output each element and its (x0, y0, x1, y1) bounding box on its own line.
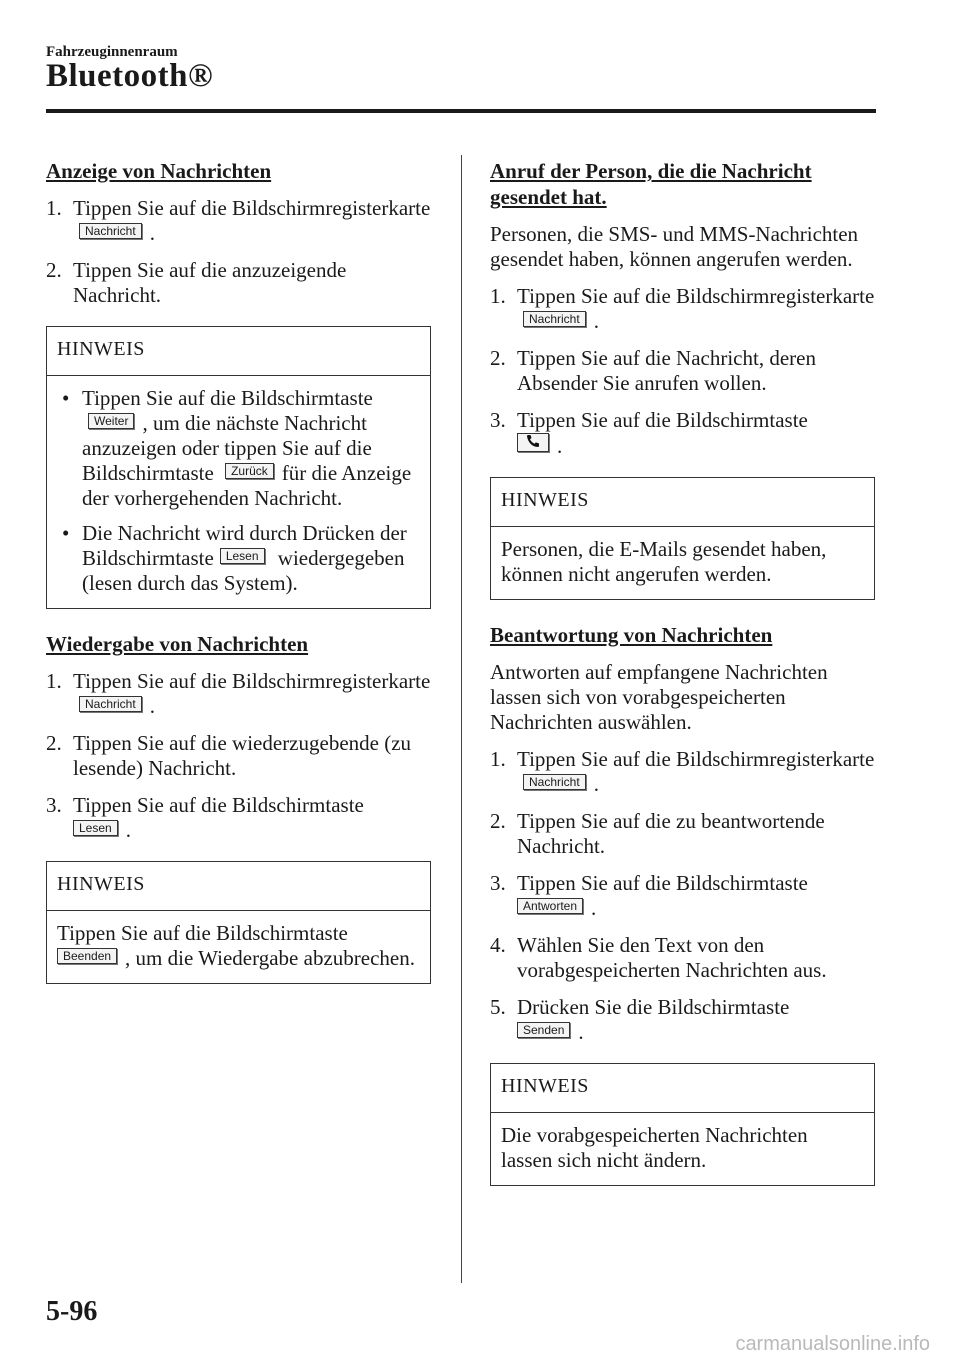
step-item (490, 809, 875, 859)
page-number: 5-96 (46, 1296, 98, 1327)
step-number: 1. (46, 669, 62, 693)
phone-icon[interactable] (517, 433, 549, 452)
bullet-dot: • (62, 386, 70, 410)
left-column (46, 158, 431, 1006)
note-body (47, 376, 430, 608)
weiter-button[interactable]: Weiter (88, 413, 134, 429)
note-body: Die vorabgespeicherten Nachrichten lassen sich nicht ändern. (501, 1123, 808, 1172)
step-item (490, 933, 875, 983)
lesen-button[interactable]: Lesen (73, 820, 118, 836)
step-item (490, 995, 875, 1045)
step-text: Tippen Sie auf die Bildschirmtaste . (517, 408, 808, 458)
note-box (46, 861, 431, 984)
step-number: 5. (490, 995, 506, 1019)
intro-paragraph: Antworten auf empfangene Nachrichten lassen sich von vorabgespeicherten Nachrichten auswählen. (490, 660, 828, 734)
section-heading: Beantwortung von Nachrichten (490, 623, 773, 647)
step-item (490, 284, 875, 334)
step-number: 2. (46, 731, 62, 755)
title-rule (46, 109, 876, 113)
step-text: Tippen Sie auf die wiederzugebende (zu lesende) Nachricht. (73, 731, 412, 780)
step-number: 3. (490, 871, 506, 895)
step-item (46, 793, 431, 843)
step-number: 4. (490, 933, 506, 957)
nachricht-tab-button[interactable]: Nachricht (79, 696, 142, 712)
step-text: Tippen Sie auf die Nachricht, deren Absender Sie anrufen wollen. (517, 346, 816, 395)
step-number: 2. (490, 346, 506, 370)
bullet-text: Die Nachricht wird durch Drücken der Bildschirmtaste Lesen wiedergegeben (lesen durch das System). (82, 521, 407, 595)
note-heading: HINWEIS (491, 478, 874, 527)
section-heading: Anzeige von Nachrichten (46, 159, 272, 183)
watermark: carmanualsonline.info (735, 1333, 930, 1355)
step-number: 2. (46, 258, 62, 282)
step-item (46, 258, 431, 308)
step-text: Drücken Sie die Bildschirmtaste Senden . (517, 995, 790, 1044)
step-item (46, 731, 431, 781)
bullet-item (57, 386, 420, 511)
step-text: Tippen Sie auf die anzuzeigende Nachricht. (73, 258, 347, 307)
step-number: 2. (490, 809, 506, 833)
nachricht-tab-button[interactable]: Nachricht (523, 774, 586, 790)
note-body: Personen, die E-Mails gesendet haben, können nicht angerufen werden. (501, 537, 827, 586)
bullet-dot: • (62, 521, 70, 545)
step-number: 1. (490, 747, 506, 771)
right-column (490, 158, 875, 1208)
step-text: Tippen Sie auf die Bildschirmtaste Lesen . (73, 793, 364, 842)
lesen-button[interactable]: Lesen (220, 548, 265, 564)
note-heading: HINWEIS (47, 862, 430, 911)
step-text: Tippen Sie auf die BildschirmregisterkarteNachricht . (73, 669, 431, 718)
step-text: Wählen Sie den Text von den vorabgespeicherten Nachrichten aus. (517, 933, 827, 982)
step-item (46, 196, 431, 246)
step-number: 3. (490, 408, 506, 432)
note-box (46, 326, 431, 609)
note-body: Tippen Sie auf die Bildschirmtaste Beenden , um die Wiedergabe abzubrechen. (57, 921, 415, 970)
step-text: Tippen Sie auf die BildschirmregisterkarteNachricht . (517, 284, 875, 333)
note-heading: HINWEIS (47, 327, 430, 376)
step-item (490, 871, 875, 921)
step-item (490, 747, 875, 797)
nachricht-tab-button[interactable]: Nachricht (79, 223, 142, 239)
step-text: Tippen Sie auf die Bildschirmtaste Antworten . (517, 871, 808, 920)
senden-button[interactable]: Senden (517, 1022, 570, 1038)
antworten-button[interactable]: Antworten (517, 898, 583, 914)
note-box (490, 1063, 875, 1186)
section-label: Fahrzeuginnenraum (46, 44, 178, 60)
step-number: 3. (46, 793, 62, 817)
section-heading: Anruf der Person, die die Nachricht gesendet hat. (490, 159, 812, 209)
step-item (46, 669, 431, 719)
bullet-item (57, 521, 420, 596)
chapter-title: Bluetooth® (46, 58, 214, 94)
note-heading: HINWEIS (491, 1064, 874, 1113)
step-item (490, 408, 875, 459)
section-heading: Wiedergabe von Nachrichten (46, 632, 309, 656)
step-text: Tippen Sie auf die BildschirmregisterkarteNachricht . (73, 196, 431, 245)
step-number: 1. (46, 196, 62, 220)
step-text: Tippen Sie auf die BildschirmregisterkarteNachricht . (517, 747, 875, 796)
bullet-text: Tippen Sie auf die Bildschirmtaste Weiter , um die nächste Nachricht anzuzeigen oder tippen Sie auf die Bildschirmtaste Zurück für die Anzeige der vorhergehenden Nachricht. (82, 386, 412, 510)
step-item (490, 346, 875, 396)
beenden-button[interactable]: Beenden (57, 948, 117, 964)
intro-paragraph: Personen, die SMS- und MMS-Nachrichten gesendet haben, können angerufen werden. (490, 222, 859, 271)
nachricht-tab-button[interactable]: Nachricht (523, 311, 586, 327)
column-divider (461, 155, 462, 1283)
note-box (490, 477, 875, 600)
step-number: 1. (490, 284, 506, 308)
step-text: Tippen Sie auf die zu beantwortende Nachricht. (517, 809, 825, 858)
zurueck-button[interactable]: Zurück (225, 463, 274, 479)
